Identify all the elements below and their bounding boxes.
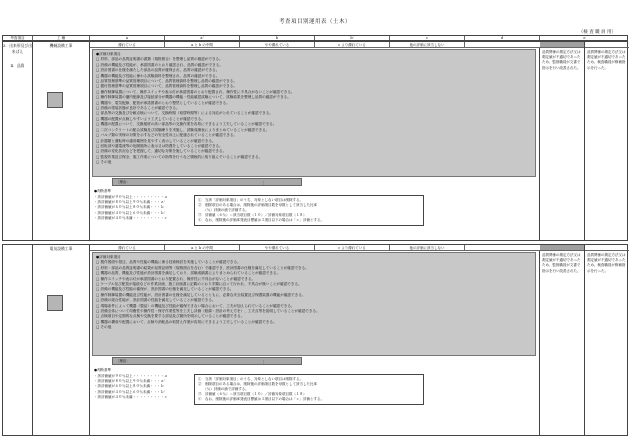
list-item: □ 操作スイッチや表示灯が承諾図書のとおり配置され、操作性に不具合がないことが確認できる。 bbox=[96, 276, 256, 281]
work-type-cell bbox=[33, 245, 90, 435]
list-item: □ 材料・部品の品質証明書の結果が品質証明等（規格照合を含む）で確認でき、設計図書の仕様を満足していることが確認できる。 bbox=[96, 265, 309, 270]
header-item: 考査項目 bbox=[3, 36, 33, 40]
section-electrical bbox=[2, 244, 628, 436]
list-item: □ 機器の構成や配置において、点検や消耗品の取替え作業が容易にできるよう工夫していることが確認できる。 bbox=[96, 319, 277, 324]
list-item: ・該評価値が８０％以上９０％未満・・・ａ' bbox=[94, 379, 165, 384]
grade-text-a: 優れている bbox=[90, 245, 165, 251]
eval-list bbox=[96, 57, 532, 165]
list-item: □ 設備の塗装状態が良好であることが確認できる。 bbox=[96, 106, 180, 111]
grade-text-a2: a と b の中間 bbox=[165, 42, 240, 48]
work-type: 電気設備工事 bbox=[49, 246, 73, 251]
list-item: ① 当該「評価対象項目」のうち、対象としない項目は削除する。 bbox=[198, 198, 303, 202]
work-type: 機械設備工事 bbox=[49, 43, 73, 48]
item-label: 3．出来形及び出来ばえ bbox=[3, 43, 32, 54]
other-reason-close: ］ bbox=[263, 360, 267, 364]
list-item: □ 機器や、電気配線、配管が承諾図書のとおり整然としていることが確認できる。 bbox=[96, 100, 230, 105]
evaluation-area bbox=[90, 48, 540, 241]
other-reason-box[interactable] bbox=[112, 357, 302, 365]
header-grade-b2: b' bbox=[315, 36, 390, 40]
list-item: □ 設備全体について均衡性や操作性・保守作業性等を工夫し評価（経緯・設計の考え方を）、工夫点等を説明していることが確認できる。 bbox=[96, 309, 320, 314]
list-item: □ 操作制御装置の機能及び性能が、設計図書の仕様を満足しているとともに、必要な安全装置及び保護装置の機能が確認できる。 bbox=[96, 292, 306, 297]
list-item: □ 設計図書の仕様を満たした部品の品質が確保され、品質の確認ができる。 bbox=[96, 68, 220, 73]
list-item: ④ なお、削除後の評価率発表目標値は３項目以下の場合は「ｃ」評価とする。 bbox=[198, 218, 324, 223]
list-item: □ 部品等の交換及び分解点検について、交換時期（取替時期等）による対応がとれていることが確認できる。 bbox=[96, 111, 273, 116]
item-label-cell bbox=[3, 42, 33, 240]
header-type: 工 種 bbox=[33, 36, 90, 40]
list-item: ・該評価値が４０％以上６０％未満・・・ｂ' bbox=[94, 389, 165, 394]
list-item: □ 二次コンクリートの配合試験及び試験練りを実施し、試験成績表によりまとめていることが確認できる。 bbox=[96, 127, 270, 132]
list-item: □ 機器の配置が点検しやすいよう工夫していることが確認できる。 bbox=[96, 116, 205, 121]
list-item: ・該評価値が９０％以上・・・・・・・・・ａ bbox=[94, 374, 168, 378]
grade-text-c: 他の評価に該当しない bbox=[390, 245, 465, 251]
evaluation-items bbox=[92, 49, 536, 177]
list-item: □ 材料、部品の品質証明書の書類（規格照合）を整理し品質の確認ができる。 bbox=[96, 57, 223, 62]
evaluation-items bbox=[92, 252, 536, 356]
list-item: □ バルブ類の実稼の対策を示すなどの安全性向上に配慮されていることが確認できる。 bbox=[96, 133, 238, 138]
list-item: □ 監視作業及び保全、施工作業についての指導を行うなど積極的に取り組んでいることが確認できる。 bbox=[96, 154, 263, 159]
grade-text-b: やや優れている bbox=[240, 245, 315, 251]
work-type-cell bbox=[33, 42, 90, 240]
other-reason-label: ［理由： bbox=[116, 359, 130, 363]
list-item: □ 機器の品質、機能及び性能が設計図書を満足しており、試験成績書によりまとめられていることが確認できる。 bbox=[96, 271, 281, 276]
list-item: ① 当該「評価対象項目」のうち、対象としない項目は削除する。 bbox=[198, 377, 303, 381]
other-reason-label: ［理由： bbox=[116, 180, 130, 184]
criteria-heading: ●判断基準 bbox=[94, 189, 112, 193]
list-item: ③ 評価値（６％）＝該当項目数（１０）／評価対象項目数（１８） bbox=[198, 213, 307, 218]
list-item: ・該評価値が９０％以上・・・・・・・・・ａ bbox=[94, 195, 168, 199]
grade-text-b2: c より優れている bbox=[315, 245, 390, 251]
list-item: ・該評価値が４０％以上６０％未満・・・ｂ' bbox=[94, 210, 165, 215]
list-item: □ 設備の変化状況などを把握して、適切な対策を施していることが確認できる。 bbox=[96, 149, 227, 154]
list-item: □ その他 bbox=[96, 160, 112, 165]
grade-text-a: 優れている bbox=[90, 42, 165, 48]
header-grade-c: c bbox=[390, 36, 465, 40]
list-item: ・該評価値が６０％以上８０％未満・・・ｂ bbox=[94, 205, 164, 210]
list-item: （％）評価の値で評価する。 bbox=[198, 208, 249, 213]
notes-box bbox=[194, 374, 424, 405]
list-item: □ 機器の機能及び性能に係わる試験資料を整理され、品質の確認ができる。 bbox=[96, 73, 220, 78]
list-item: ・該評価値が６０％以上８０％未満・・・ｂ bbox=[94, 384, 164, 389]
section-mechanical bbox=[2, 41, 628, 241]
header-grade-e: e bbox=[583, 36, 586, 40]
list-item: □ 据付管理基準の品質管理項目について、品質管理資料を整理し品質の確認ができる。 bbox=[96, 84, 237, 89]
grade-e-text: 品質関係の測定方法又は測定値が不適切であったため、検査職員が修補指示を行った。 bbox=[587, 253, 626, 273]
grade-d-text: 品質関係の測定方法又は測定値が不適切であったため、監督職員が文書で指示を行い改善された。 bbox=[540, 42, 585, 240]
checkbox-square[interactable] bbox=[47, 295, 63, 311]
list-item: □ 現場条件によって機器（製品）の機能及び性能が確保できない場合において、工夫が加えられていることが確認できる。 bbox=[96, 303, 295, 308]
eval-heading: ●評価対象項目 bbox=[96, 255, 121, 259]
notes-box bbox=[194, 195, 424, 226]
list-item: ④ なお、削除後の評価率発表目標値は３項目以下の場合は「ｃ」評価とする。 bbox=[198, 397, 324, 402]
list-item: ② 削除項目のある場合は、削除後の評価項目数を母数として該当した比率 bbox=[198, 203, 317, 208]
list-item: □ 点検項目や定期的な点検や交換を要する部品及び箇所を明示していることが確認できる。 bbox=[96, 314, 245, 319]
item-label-cell bbox=[3, 245, 33, 435]
list-item: ・該評価値が４０％未満・・・・・・・・・ｃ bbox=[94, 215, 168, 220]
list-item: □ 設備の機能及び性能の確保が、設計図書の仕様を満足していることが確認できる。 bbox=[96, 287, 234, 292]
list-item: □ 設備の総合性能が、設計図書の性能を満足していることが確認できる。 bbox=[96, 298, 216, 303]
criteria-heading: ●判断基準 bbox=[94, 368, 112, 372]
list-item: □ 製作図面や発注、品質や性能の機能に係る技術検討を実施していることが確認できる。 bbox=[96, 260, 241, 265]
list-item: ③ 評価値（６％）＝該当項目数（１０）／評価対象項目数（１８） bbox=[198, 392, 307, 397]
eval-heading: ●評価対象項目 bbox=[96, 52, 121, 56]
grade-text-b2: c より優れている bbox=[315, 42, 390, 48]
list-item: □ ケーブル及び配管が接続などの作業計画、施工計画書に記載のとおり手順に沿って行われ、不具合が無いことが確認できる。 bbox=[96, 282, 302, 287]
list-item: ② 削除項目のある場合は、削除後の評価項目数を母数として該当した比率 bbox=[198, 382, 317, 387]
header-grade-a: a bbox=[90, 36, 165, 40]
criteria-block bbox=[94, 189, 534, 223]
checkbox-square[interactable] bbox=[47, 92, 63, 108]
grade-e-text: 品質関係の測定方法又は測定値が不適切であったため、検査職員が修補指示を行った。 bbox=[587, 50, 626, 70]
list-item: □ その他 bbox=[96, 325, 112, 330]
list-item: ・該評価値が８０％以上９０％未満・・・ａ' bbox=[94, 200, 165, 205]
list-item: □ 設備の機能及び性能が、承諾図書のとおり確認され、品質の確認ができる。 bbox=[96, 62, 223, 67]
list-item: □ 操作制御装置の盤内配線及び接続部分が機器の機能・性能確認試験について、試験結果を整理し品質の確認ができる。 bbox=[96, 95, 291, 100]
grade-text-a2: a と b の中間 bbox=[165, 245, 240, 251]
page-subtitle: （検 査 職 員 用） bbox=[578, 30, 616, 35]
evaluation-area bbox=[90, 251, 540, 436]
other-reason-box[interactable] bbox=[112, 178, 302, 186]
grade-text-b: やや優れている bbox=[240, 42, 315, 48]
list-item: □ 操作制御装置について、操作スイッチや表示灯が承諾図書のとおり配置され、操作性に不具合がないことが確認できる。 bbox=[96, 89, 295, 94]
list-item: ・該評価値が４０％未満・・・・・・・・・ｃ bbox=[94, 394, 168, 399]
list-item: （％）評価の値で評価する。 bbox=[198, 387, 249, 392]
header-grade-b: b bbox=[240, 36, 315, 40]
page-title: 考査項目別運用表（土木） bbox=[278, 19, 351, 25]
list-item: □ 計器類と運転時の適用範囲を見やすく表示していることが確認できる。 bbox=[96, 138, 216, 143]
grade-d-text: 品質関係の測定方法又は測定値が不適切であったため、監督職員が文書で指示を行い改善された。 bbox=[540, 245, 585, 435]
grade-text-c: 他の評価に該当しない bbox=[390, 42, 465, 48]
eval-list bbox=[96, 260, 532, 330]
item-sub-label: Ⅱ．品質 bbox=[10, 63, 25, 68]
list-item: □ 機器の配置について、交換頻度の高い部品等の交換作業を容易にできるよう工夫していることが確認できる。 bbox=[96, 122, 277, 127]
other-reason-close: ］ bbox=[263, 181, 267, 185]
list-item: □ 回転部や過電流等の危険箇所に表示又は防護をしていることが確認できる。 bbox=[96, 143, 223, 148]
criteria-block bbox=[94, 368, 534, 402]
header-grade-a2: a' bbox=[165, 36, 240, 40]
list-item: □ 品質管理基準の品質管理項目について、品質管理資料を整理し品質の確認ができる。 bbox=[96, 79, 237, 84]
header-grade-d: d bbox=[465, 36, 540, 40]
